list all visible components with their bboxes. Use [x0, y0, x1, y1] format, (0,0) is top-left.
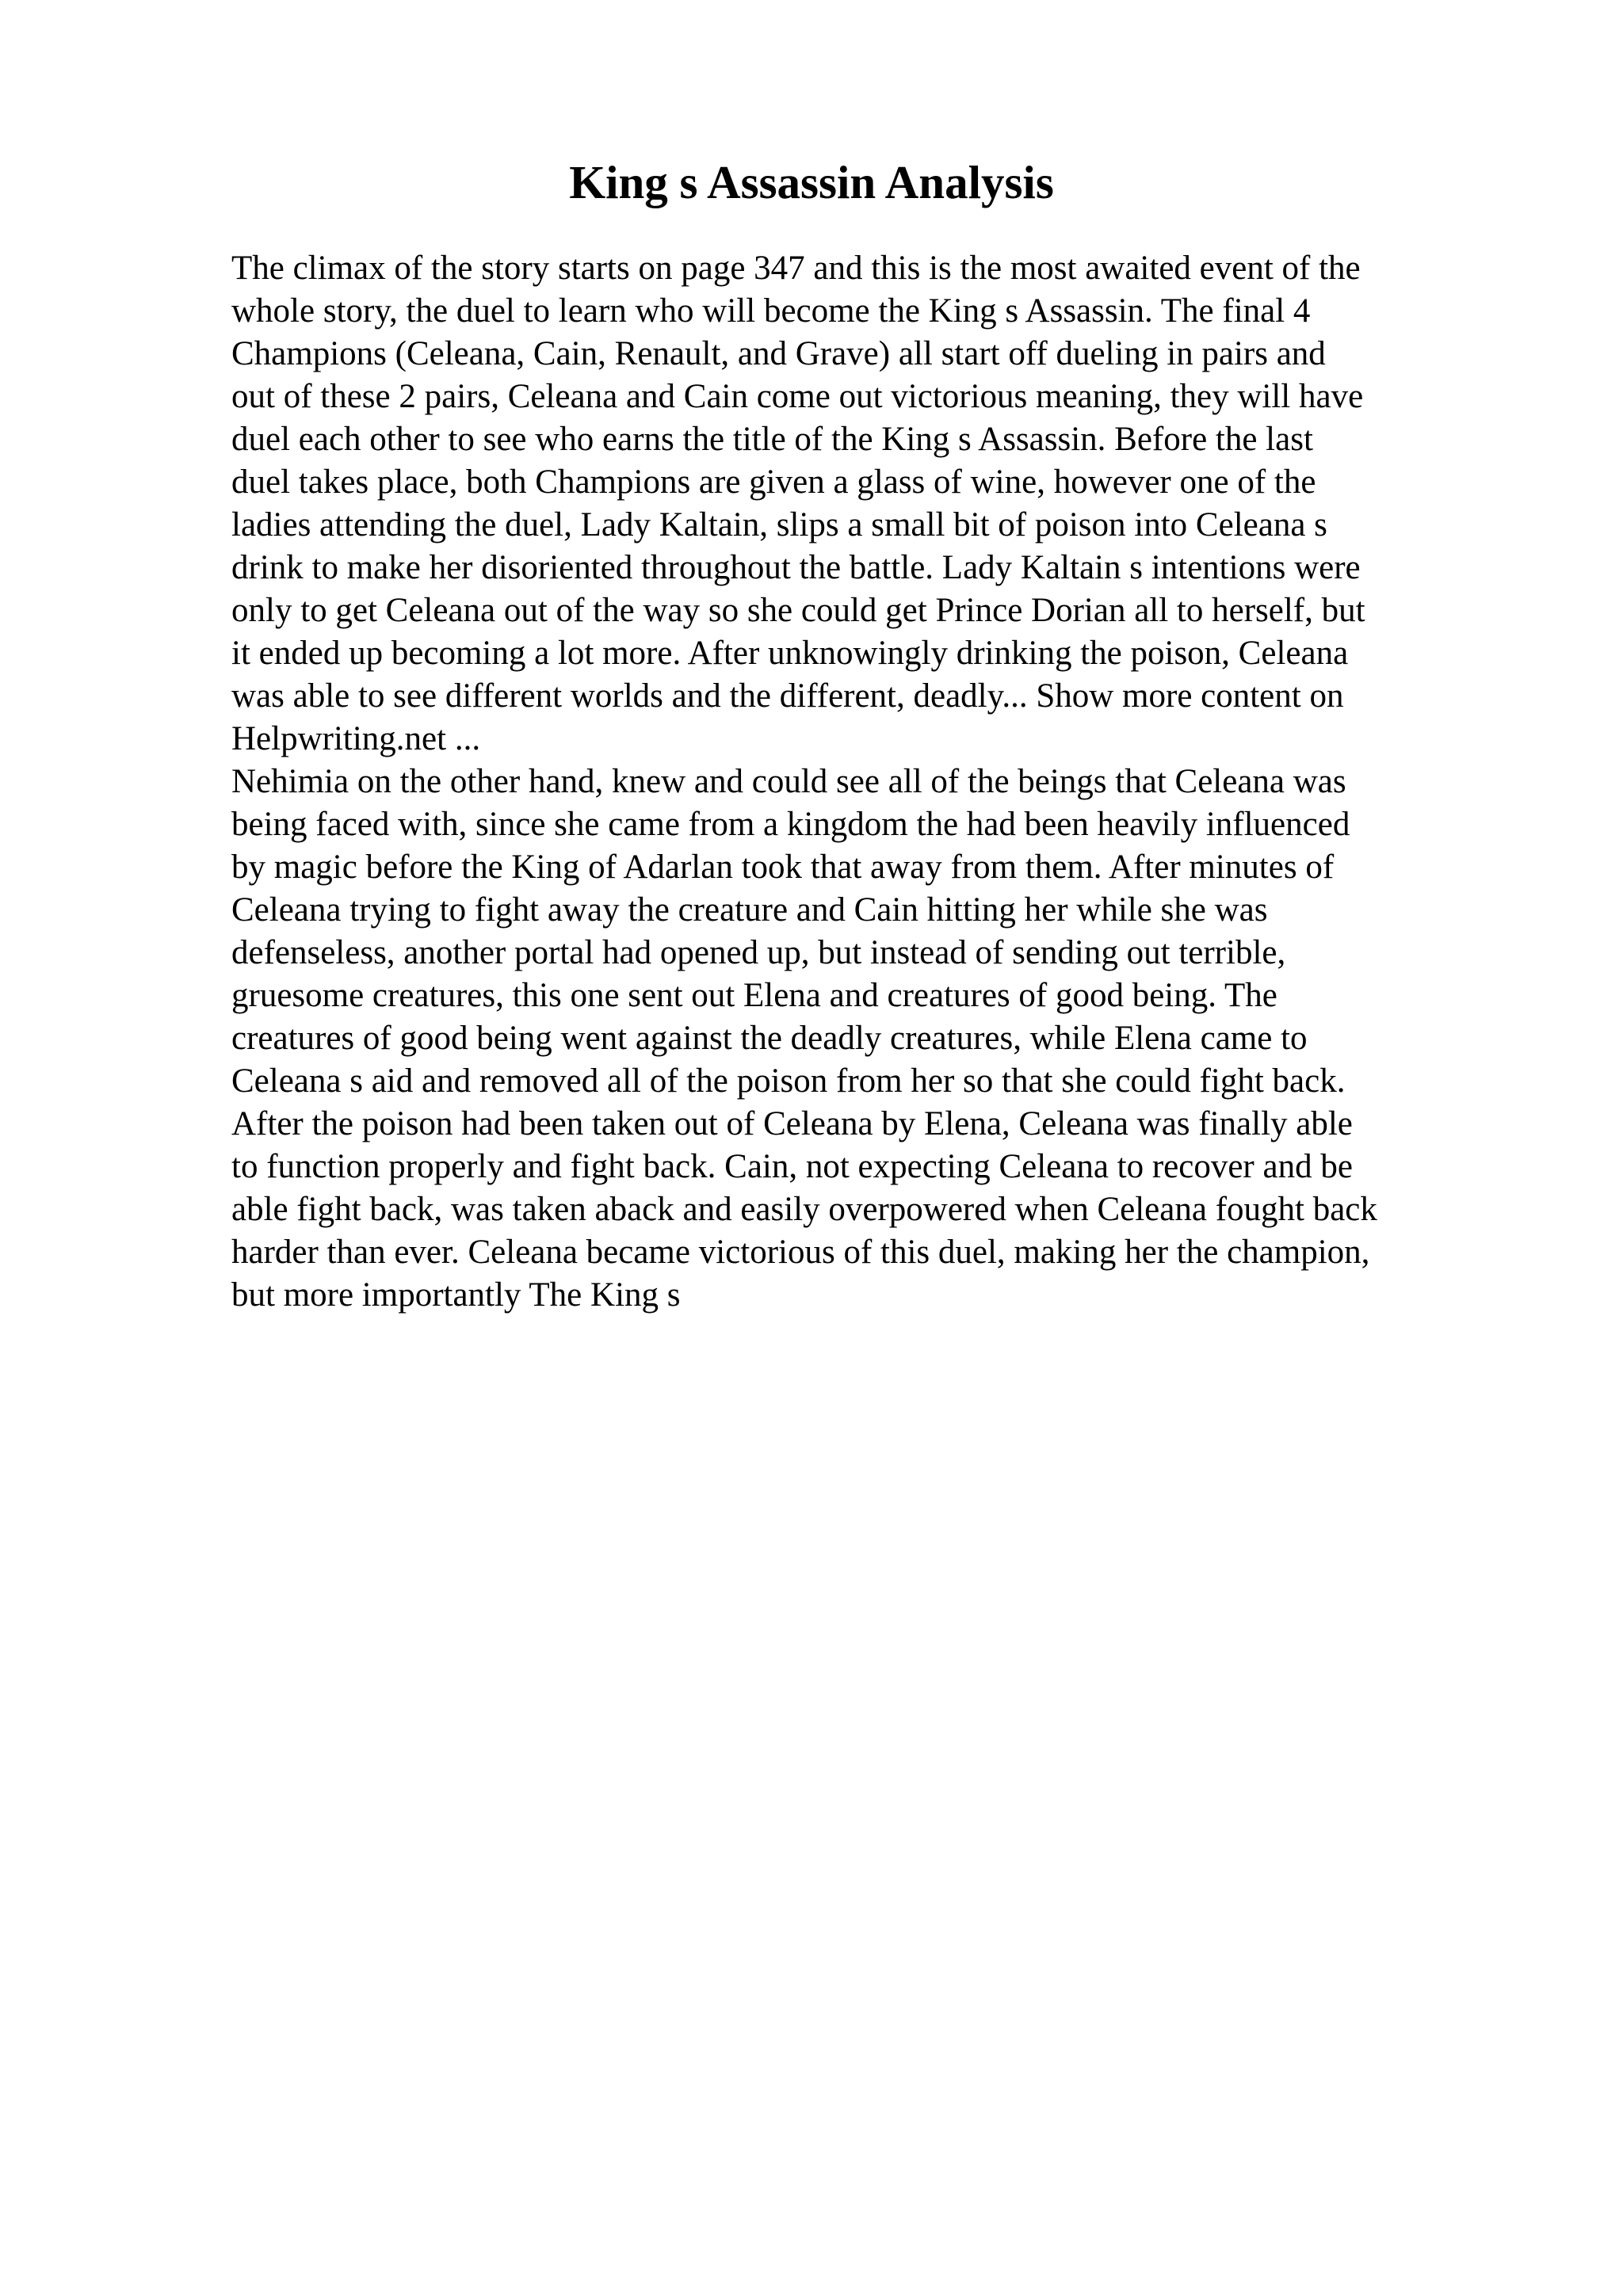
body-line: able fight back, was taken aback and easily overpowered when Celeana fought back [231, 1191, 1377, 1228]
body-line: duel each other to see who earns the title of the King s Assassin. Before the last [231, 421, 1313, 458]
body-line: After the poison had been taken out of Celeana by Elena, Celeana was finally able [231, 1105, 1353, 1142]
body-line: out of these 2 pairs, Celeana and Cain come out victorious meaning, they will have [231, 378, 1364, 415]
body-line: Celeana trying to fight away the creature and Cain hitting her while she was [231, 891, 1268, 929]
body-line: creatures of good being went against the deadly creatures, while Elena came to [231, 1020, 1308, 1057]
body-line: only to get Celeana out of the way so she could get Prince Dorian all to herself, but [231, 592, 1365, 629]
body-line: duel takes place, both Champions are given a glass of wine, however one of the [231, 463, 1316, 501]
body-line: Nehimia on the other hand, knew and could see all of the beings that Celeana was [231, 763, 1346, 800]
body-line: drink to make her disoriented throughout the battle. Lady Kaltain s intentions were [231, 549, 1361, 586]
body-line: Champions (Celeana, Cain, Renault, and Grave) all start off dueling in pairs and [231, 335, 1326, 372]
body-line: it ended up becoming a lot more. After unknowingly drinking the poison, Celeana [231, 635, 1349, 672]
body-line: defenseless, another portal had opened up, but instead of sending out terrible, [231, 934, 1286, 971]
body-line: by magic before the King of Adarlan took that away from them. After minutes of [231, 849, 1335, 886]
body-line: to function properly and fight back. Cain, not expecting Celeana to recover and be [231, 1148, 1353, 1185]
body-line: whole story, the duel to learn who will become the King s Assassin. The final 4 [231, 292, 1311, 330]
body-line: but more importantly The King s [231, 1276, 681, 1314]
body-line: was able to see different worlds and the different, deadly... Show more content on [231, 677, 1344, 715]
body-line: being faced with, since she came from a kingdom the had been heavily influenced [231, 806, 1350, 843]
body-line: gruesome creatures, this one sent out Elena and creatures of good being. The [231, 977, 1277, 1014]
body-line: Helpwriting.net ... [231, 720, 481, 757]
body-line: Celeana s aid and removed all of the poison from her so that she could fight back. [231, 1062, 1346, 1100]
body-line: harder than ever. Celeana became victorious of this duel, making her the champion, [231, 1234, 1370, 1271]
body-line: The climax of the story starts on page 347 and this is the most awaited event of the [231, 250, 1361, 287]
document-title: King s Assassin Analysis [569, 156, 1054, 208]
body-line: ladies attending the duel, Lady Kaltain, slips a small bit of poison into Celeana s [231, 506, 1327, 543]
